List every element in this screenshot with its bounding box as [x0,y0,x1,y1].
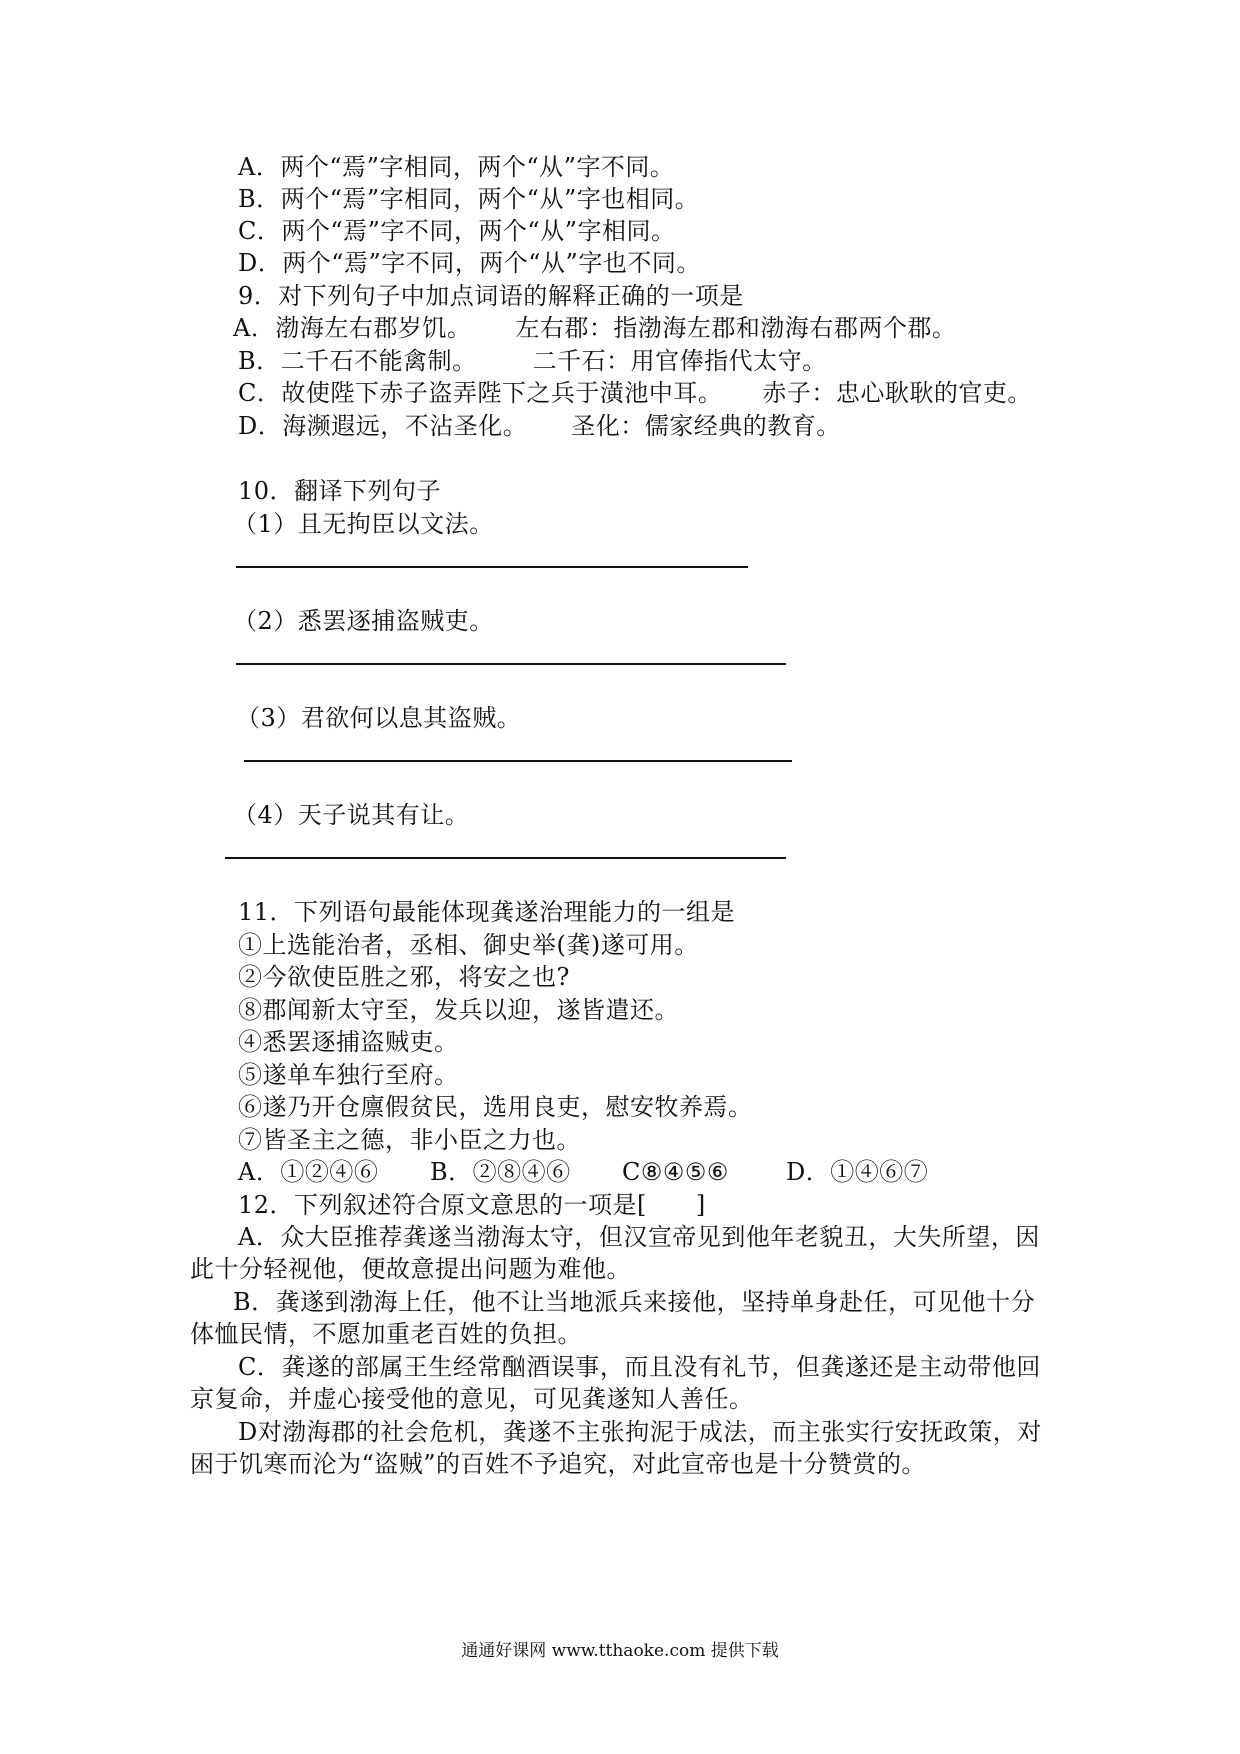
q9-option-a-gloss: 左右郡：指渤海左郡和渤海右郡两个郡。 [515,314,957,342]
footer-download-note: 通通好课网 www.tthaoke.com 提供下载 [461,1641,779,1661]
q9-option-a [233,312,956,344]
q12-option-a-line-2: 此十分轻视他，便故意提出问题为难他。 [190,1255,631,1283]
q11-choice-d: D．①④⑥⑦ [786,1158,929,1186]
q12-option-a-line-1: A．众大臣推荐龚遂当渤海太守，但汉宣帝见到他年老貌丑，大失所望，因 [238,1223,1040,1251]
q9-option-d-gloss: 圣化：儒家经典的教育。 [571,412,841,440]
q10-item-3: （3）君欲何以息其盗贼。 [236,704,522,732]
q9-option-b-sentence: B．二千石不能禽制。 [238,347,477,375]
q8-option-d: D．两个“焉”字不同，两个“从”字也不同。 [238,249,701,277]
q11-statement-4: ④悉罢逐捕盗贼吏。 [238,1028,459,1056]
q11-choice-b: B．②⑧④⑥ [430,1158,571,1186]
answer-line-4[interactable] [225,857,786,859]
q12-option-b-line-2: 体恤民情，不愿加重老百姓的负担。 [190,1320,582,1348]
q11-choice-c: C⑧④⑤⑥ [622,1158,729,1186]
q9-option-c-sentence: C．故使陛下赤子盗弄陛下之兵于潢池中耳。 [238,379,723,407]
q9-option-b [238,345,827,377]
q11-statement-6: ⑥遂乃开仓廪假贫民，选用良吏，慰安牧养焉。 [238,1093,753,1121]
q9-stem: 9．对下列句子中加点词语的解释正确的一项是 [238,282,744,310]
q9-option-c [238,377,1032,409]
q12-option-c-line-1: C．龚遂的部属王生经常酗酒误事，而且没有礼节，但龚遂还是主动带他回 [238,1353,1041,1381]
q11-statement-3: ⑧郡闻新太守至，发兵以迎，遂皆遣还。 [238,996,679,1024]
answer-line-2[interactable] [236,663,786,665]
q12-stem: 12．下列叙述符合原文意思的一项是[ ] [238,1191,706,1219]
q9-option-c-gloss: 赤子：忠心耿耿的官吏。 [762,379,1032,407]
answer-line-3[interactable] [244,760,792,762]
q10-item-1: （1）且无拘臣以文法。 [233,510,494,538]
q9-option-d-sentence: D．海濒遐远，不沾圣化。 [238,412,528,440]
q12-option-d-line-1: D对渤海郡的社会危机，龚遂不主张拘泥于成法，而主张实行安抚政策，对 [238,1418,1042,1446]
q8-option-c: C．两个“焉”字不同，两个“从”字相同。 [238,217,676,245]
q11-statement-7: ⑦皆圣主之德，非小臣之力也。 [238,1126,581,1154]
q11-statement-1: ①上选能治者，丞相、御史举(龚)遂可用。 [238,931,699,959]
q11-stem: 11．下列语句最能体现龚遂治理能力的一组是 [238,898,736,926]
q11-statement-2: ②今欲使臣胜之邪，将安之也? [238,963,570,991]
q9-option-a-sentence: A．渤海左右郡岁饥。 [233,314,472,342]
q9-option-b-gloss: 二千石：用官俸指代太守。 [532,347,827,375]
answer-line-1[interactable] [236,566,748,568]
q11-statement-5: ⑤遂单车独行至府。 [238,1061,459,1089]
q10-item-2: （2）悉罢逐捕盗贼吏。 [233,607,494,635]
q10-item-4: （4）天子说其有让。 [233,801,470,829]
q12-option-c-line-2: 京复命，并虚心接受他的意见，可见龚遂知人善任。 [190,1385,754,1413]
q11-choice-a: A．①②④⑥ [238,1158,379,1186]
q8-option-a: A．两个“焉”字相同，两个“从”字不同。 [238,153,675,181]
q12-option-d-line-2: 困于饥寒而沦为“盗贼”的百姓不予追究，对此宣帝也是十分赞赏的。 [190,1450,927,1478]
q12-option-b-line-1: B．龚遂到渤海上任，他不让当地派兵来接他，坚持单身赴任，可见他十分 [233,1288,1036,1316]
q10-stem: 10．翻译下列句子 [238,477,442,505]
q8-option-b: B．两个“焉”字相同，两个“从”字也相同。 [238,185,700,213]
q9-option-d [238,410,841,442]
